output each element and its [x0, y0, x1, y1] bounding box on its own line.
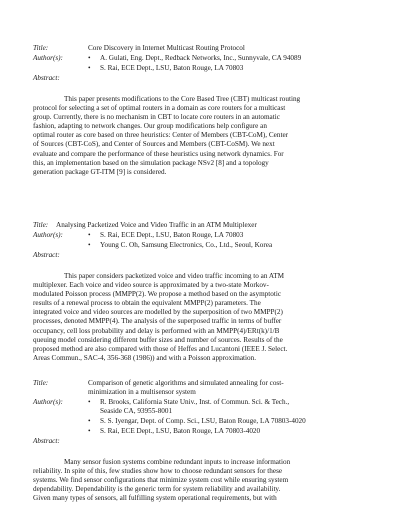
abstract-line: multiplexer. Each voice and video source is approximated by a two-state Morkov- — [33, 281, 269, 290]
author-label: Author(s): — [33, 398, 63, 406]
paper-title: Comparison of genetic algorithms and simulated annealing for cost- — [88, 379, 284, 387]
abstract-line: processes, denoted MMPP(4). The analysis of the superposed traffic in terms of buffer — [33, 317, 282, 326]
abstract-line: Many sensor fusion systems combine redundant inputs to increase information — [64, 458, 291, 466]
author-line: S. Rai, ECE Dept., LSU, Baton Rouge, LA 70803 — [100, 64, 244, 72]
author-line: Seaside CA, 93955-8001 — [100, 407, 173, 415]
paper-title: Core Discovery in Internet Multicast Routing Protocol — [88, 44, 245, 52]
abstract-line: evaluate and compare the performance of these heuristics using network dynamics. For — [33, 149, 284, 158]
bullet-icon: • — [88, 398, 91, 406]
abstract-line: Areas Commun., SAC-4, 356-368 (1986)) and with a Poisson approximation. — [33, 353, 256, 362]
author-line: S. S. Iyengar, Dept. of Comp. Sci., LSU, Baton Rouge, LA 70803-4020 — [100, 417, 306, 425]
abstract-line: This paper considers packetized voice and video traffic incoming to an ATM — [64, 272, 285, 280]
abstract-line: results of a renewal process to obtain the equivalent MMPP(2) parameters. The — [33, 299, 261, 308]
abstract-line: dependability. Dependability is the generic term for system reliability and availability. — [33, 485, 281, 494]
title-label: Title: — [33, 221, 49, 229]
abstract-line: generation package GT-ITM [9] is considered. — [33, 167, 167, 176]
abstract-line: reliability. In spite of this, few studies show how to choose redundant sensors for these — [33, 467, 283, 476]
title-label: Title: — [33, 44, 49, 52]
abstract-line: proposed method are also compared with those of Heffes and Lucantoni (IEEE J. Select. — [33, 344, 288, 353]
author-line: A. Gulati, Eng. Dept., Redback Networks, Inc., Sunnyvale, CA 94089 — [100, 54, 302, 62]
abstract-line: occupancy, cell loss probability and delay is performed with an MMPP(4)/ERt(k)/1/B — [33, 326, 280, 335]
title-label: Title: — [33, 379, 49, 387]
abstract-text — [33, 95, 370, 177]
abstract-line: of Sources (CBT-CoS), and Center of Sources and Members (CBT-CoSM). We next — [33, 140, 275, 149]
abstract-line: group. Currently, there is no mechanism in CBT to locate core routers in an automatic — [33, 113, 280, 122]
abstract-label: Abstract: — [33, 437, 60, 445]
paper-title: minimization in a multisensor system — [88, 388, 196, 396]
abstract-text — [33, 458, 370, 503]
author-line: S. Rai, ECE Dept., LSU, Baton Rouge, LA 70803-4020 — [100, 427, 261, 435]
author-label: Author(s): — [33, 231, 63, 239]
abstract-line: queuing model considering different buffer sizes and number of sources. Results of the — [33, 335, 283, 344]
author-line: Young C. Oh, Samsung Electronics, Co., Ltd., Seoul, Korea — [100, 241, 273, 249]
author-line: S. Rai, ECE Dept., LSU, Baton Rouge, LA 70803 — [100, 231, 244, 239]
bullet-icon: • — [88, 231, 91, 239]
bullet-icon: • — [88, 64, 91, 72]
bullet-icon: • — [88, 241, 91, 249]
abstract-label: Abstract: — [33, 74, 60, 82]
abstract-line: protocol for selecting a set of optimal routers in a domain as core routers for a multicast — [33, 104, 286, 113]
abstract-line: Given many types of sensors, all fulfilling system operational requirements, but with — [33, 494, 277, 503]
bullet-icon: • — [88, 427, 91, 435]
abstract-label: Abstract: — [33, 251, 60, 259]
bullet-icon: • — [88, 54, 91, 62]
abstract-line: This paper presents modifications to the Core Based Tree (CBT) multicast routing — [64, 95, 301, 103]
abstract-line: optimal router as core based on three heuristics: Center of Members (CBT-CoM), Center — [33, 131, 289, 140]
abstract-line: systems. We find sensor configurations that minimize system cost while ensuring system — [33, 476, 289, 485]
author-label: Author(s): — [33, 54, 63, 62]
abstract-line: modulated Poisson process (MMPP(2). We propose a method based on the asymptotic — [33, 290, 282, 299]
abstract-line: fashion, adapting to network changes. Our group modifications help configure an — [33, 122, 267, 131]
author-line: R. Brooks, California State Univ., Inst. of Commun. Sci. & Tech., — [100, 398, 290, 406]
abstract-line: integrated voice and video sources are modelled by the superposition of two MMPP(2) — [33, 308, 283, 317]
abstract-text — [33, 272, 370, 363]
abstract-line: this, an implementation based on the simulation package NSv2 [8] and a topology — [33, 158, 269, 167]
bullet-icon: • — [88, 417, 91, 425]
abstract-line — [33, 95, 370, 104]
paper-title: Analysing Packetized Voice and Video Traffic in an ATM Multiplexer — [56, 221, 257, 229]
